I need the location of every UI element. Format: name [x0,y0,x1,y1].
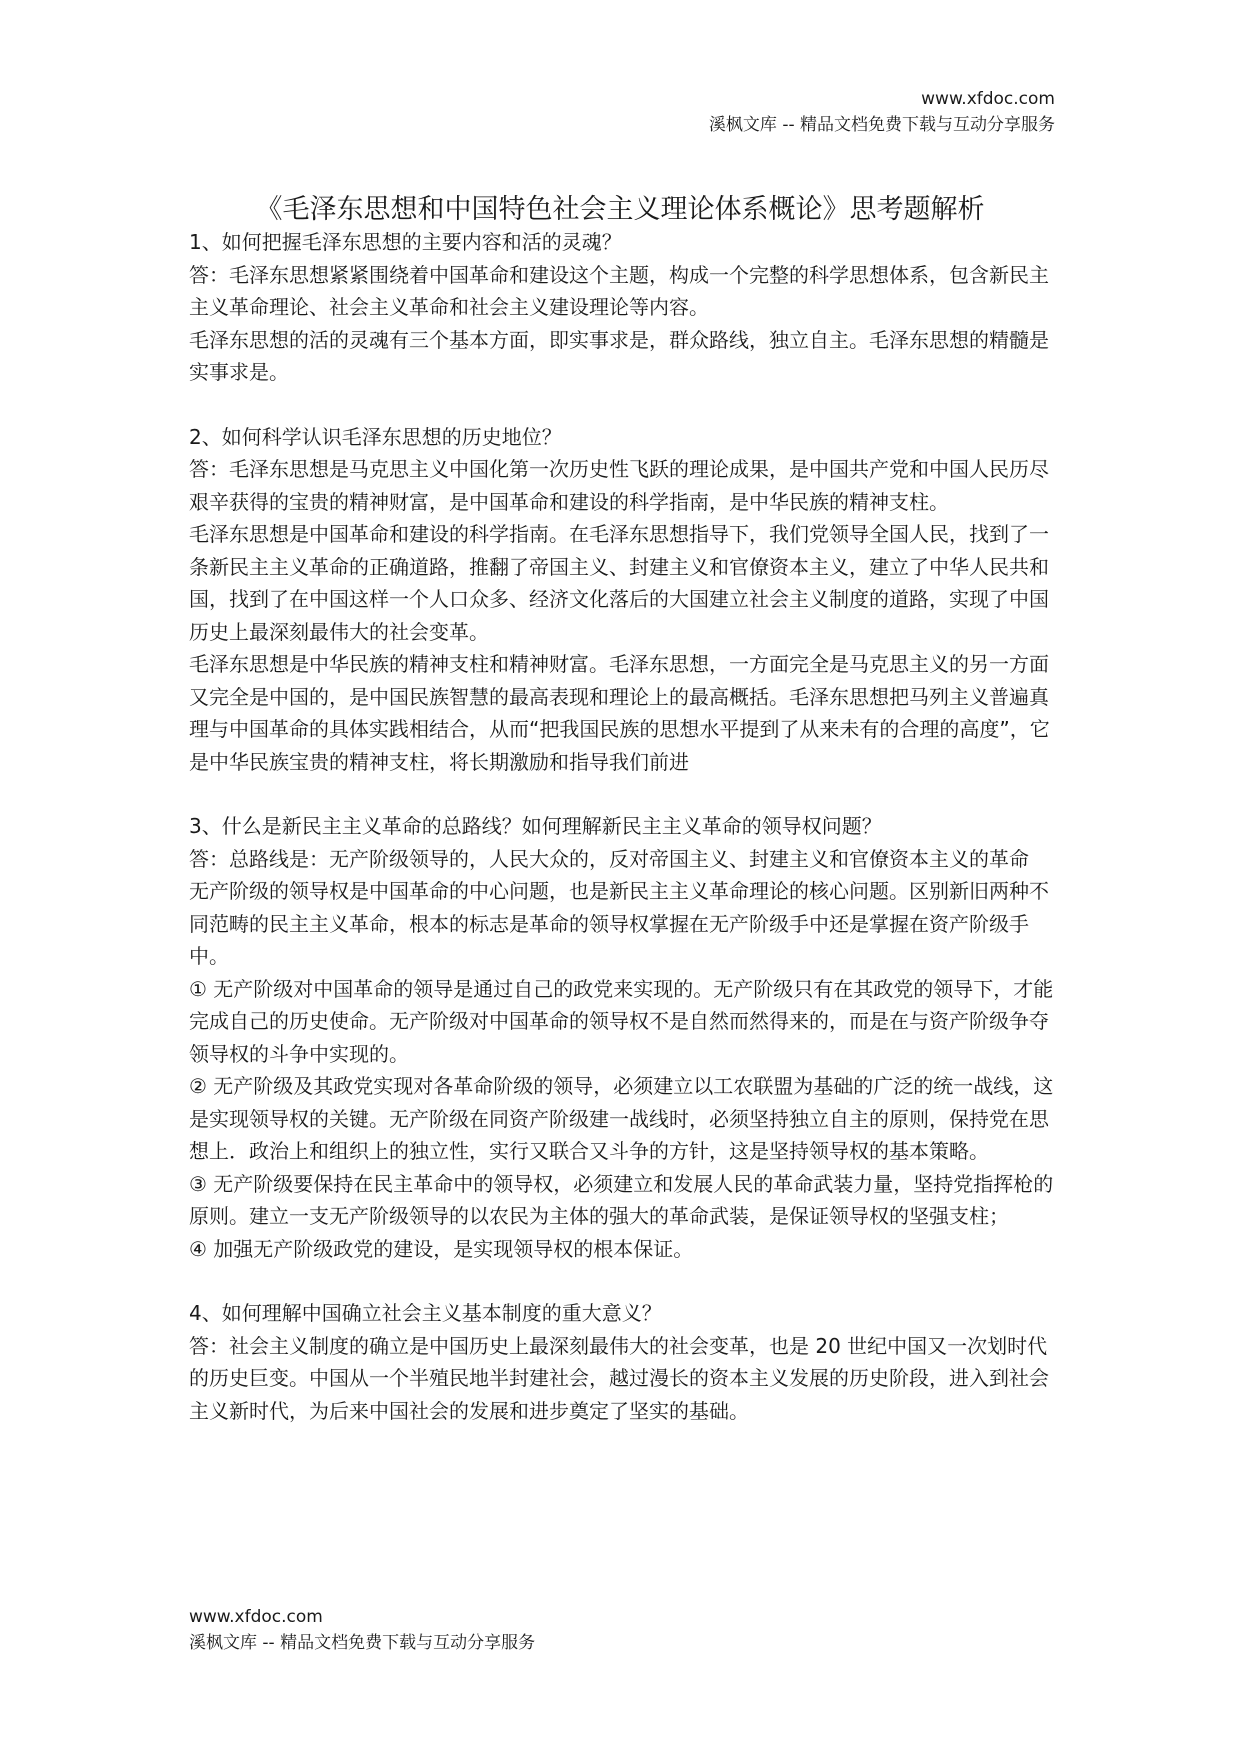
answer-paragraph: 答：总路线是：无产阶级领导的，人民大众的，反对帝国主义、封建主义和官僚资本主义的革命 [189,846,1029,871]
answer-paragraph: 答：社会主义制度的确立是中国历史上最深刻最伟大的社会变革，也是 20 世纪中国又一次划时代的历史巨变。中国从一个半殖民地半封建社会，越过漫长的资本主义发展的历史阶段，进入到社会主义新时代，为后来中国社会的发展和进步奠定了坚实的基础。 [189,1333,1049,1423]
answer-paragraph: 毛泽东思想是中国革命和建设的科学指南。在毛泽东思想指导下，我们党领导全国人民，找到了一条新民主主义革命的正确道路，推翻了帝国主义、封建主义和官僚资本主义，建立了中华人民共和国，找到了在中国这样一个人口众多、经济文化落后的大国建立社会主义制度的道路，实现了中国历史上最深刻最伟大的社会变革。 [189,522,1049,644]
answer-paragraph: 答：毛泽东思想紧紧围绕着中国革命和建设这个主题，构成一个完整的科学思想体系，包含新民主主义革命理论、社会主义革命和社会主义建设理论等内容。 [189,262,1049,319]
question-heading: 1、如何把握毛泽东思想的主要内容和活的灵魂？ [189,230,622,254]
section-3 [189,810,1059,1265]
section-4 [189,1297,1059,1427]
answer-paragraph: 毛泽东思想的活的灵魂有三个基本方面，即实事求是，群众路线，独立自主。毛泽东思想的精髓是实事求是。 [189,327,1049,384]
header-tagline: 溪枫文库 -- 精品文档免费下载与互动分享服务 [708,115,1055,135]
answer-list-item: ③ 无产阶级要保持在民主革命中的领导权，必须建立和发展人民的革命武装力量，坚持党指挥枪的原则。建立一支无产阶级领导的以农民为主体的强大的革命武装，是保证领导权的坚强支柱； [189,1171,1054,1228]
document-body [189,226,1059,1427]
question-heading: 3、什么是新民主主义革命的总路线？如何理解新民主主义革命的领导权问题？ [189,814,882,838]
answer-list-item: ① 无产阶级对中国革命的领导是通过自己的政党来实现的。无产阶级只有在其政党的领导下，才能完成自己的历史使命。无产阶级对中国革命的领导权不是自然而然得来的，而是在与资产阶级争夺领导权的斗争中实现的。 [189,976,1054,1066]
footer-site-url[interactable]: www.xfdoc.com [189,1607,323,1627]
answer-paragraph: 无产阶级的领导权是中国革命的中心问题，也是新民主主义革命理论的核心问题。区别新旧两种不同范畴的民主主义革命，根本的标志是革命的领导权掌握在无产阶级手中还是掌握在资产阶级手中。 [189,879,1049,968]
page-footer [189,1604,535,1656]
document-title: 《毛泽东思想和中国特色社会主义理论体系概论》思考题解析 [255,194,985,226]
page-header [709,86,1055,138]
section-1 [189,226,1059,389]
header-site-url[interactable]: www.xfdoc.com [921,89,1055,109]
answer-list-item: ② 无产阶级及其政党实现对各革命阶级的领导，必须建立以工农联盟为基础的广泛的统一战线，这是实现领导权的关键。无产阶级在同资产阶级建一战线时，必须坚持独立自主的原则，保持党在思想上．政治上和组织上的独立性，实行又联合又斗争的方针，这是坚持领导权的基本策略。 [189,1074,1054,1163]
footer-tagline: 溪枫文库 -- 精品文档免费下载与互动分享服务 [189,1633,536,1653]
question-heading: 2、如何科学认识毛泽东思想的历史地位？ [189,424,562,449]
answer-paragraph: 答：毛泽东思想是马克思主义中国化第一次历史性飞跃的理论成果，是中国共产党和中国人民历尽艰辛获得的宝贵的精神财富，是中国革命和建设的科学指南，是中华民族的精神支柱。 [189,457,1049,514]
section-2 [189,421,1059,779]
question-heading: 4、如何理解中国确立社会主义基本制度的重大意义？ [189,1301,662,1325]
answer-list-item: ④ 加强无产阶级政党的建设，是实现领导权的根本保证。 [189,1236,694,1261]
answer-paragraph: 毛泽东思想是中华民族的精神支柱和精神财富。毛泽东思想，一方面完全是马克思主义的另一方面又完全是中国的，是中国民族智慧的最高表现和理论上的最高概括。毛泽东思想把马列主义普遍真理与中国革命的具体实践相结合，从而“把我国民族的思想水平提到了从来未有的合理的高度”，它是中华民族宝贵的精神支柱，将长期激励和指导我们前进 [189,652,1050,774]
